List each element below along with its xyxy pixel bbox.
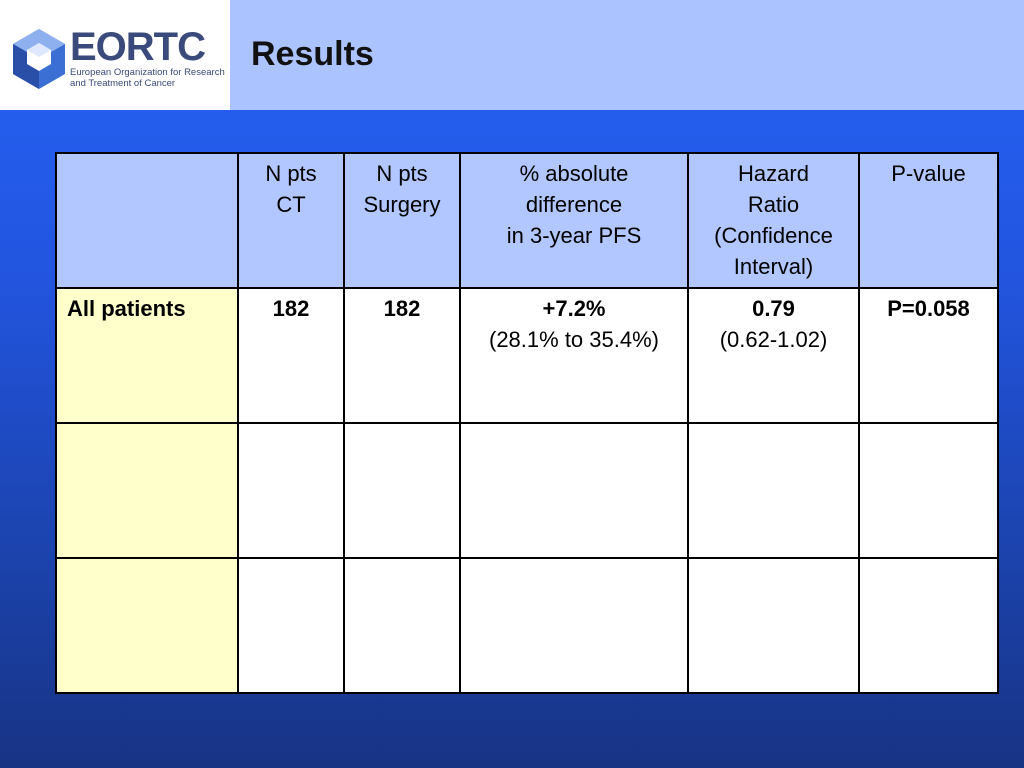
cell-abs-diff [460,558,688,693]
header-cell-n-pts-surgery [344,153,460,288]
row-label: All patients [56,288,238,423]
cell-n-surgery [344,423,460,558]
table-row [56,288,998,423]
cell-value: 0.79 [752,296,795,321]
header-text: Interval) [733,254,814,279]
header-cell-absolute-difference [460,153,688,288]
header-text: (Confidence [714,223,833,248]
cell-n-ct [238,423,344,558]
header-cell-hazard-ratio [688,153,859,288]
eortc-logo [0,0,230,110]
cell-p-value [859,558,998,693]
cell-n-ct [238,558,344,693]
cell-ci: (0.62-1.02) [719,327,828,352]
cell-hazard-ratio [688,558,859,693]
header-text: Surgery [363,192,441,217]
cell-n-surgery [344,558,460,693]
header-band [0,0,1024,110]
row-label [56,558,238,693]
header-text: % absolute [519,161,629,186]
cell-value: 182 [383,296,421,321]
logo-subtitle-line-2: and Treatment of Cancer [70,78,176,89]
cell-value: P=0.058 [887,296,970,321]
cell-n-surgery [344,288,460,423]
cell-p-value [859,423,998,558]
results-table [55,152,999,694]
cell-ci: (28.1% to 35.4%) [489,327,659,352]
table-header-row [56,153,998,288]
header-cell-p-value [859,153,998,288]
row-label [56,423,238,558]
header-cell-empty [56,153,238,288]
header-text: N pts [376,161,428,186]
table-row [56,423,998,558]
logo-subtitle-line-1: European Organization for Research [70,67,225,78]
header-text: difference [525,192,623,217]
cell-hazard-ratio [688,423,859,558]
cell-value: +7.2% [542,296,606,321]
cell-abs-diff [460,423,688,558]
slide-title: Results [251,35,374,73]
header-text: P-value [891,161,966,186]
cell-value: 182 [272,296,310,321]
logo-wordmark: EORTC [70,25,205,69]
header-text: N pts [265,161,317,186]
cell-p-value [859,288,998,423]
eortc-cube-icon [10,27,68,91]
header-text: in 3-year PFS [506,223,642,248]
header-text: Hazard [738,161,809,186]
header-text: CT [276,192,306,217]
header-cell-n-pts-ct [238,153,344,288]
logo-subtitle [70,67,230,89]
header-text: Ratio [747,192,800,217]
cell-abs-diff [460,288,688,423]
cell-hazard-ratio [688,288,859,423]
cell-n-ct [238,288,344,423]
table-row [56,558,998,693]
